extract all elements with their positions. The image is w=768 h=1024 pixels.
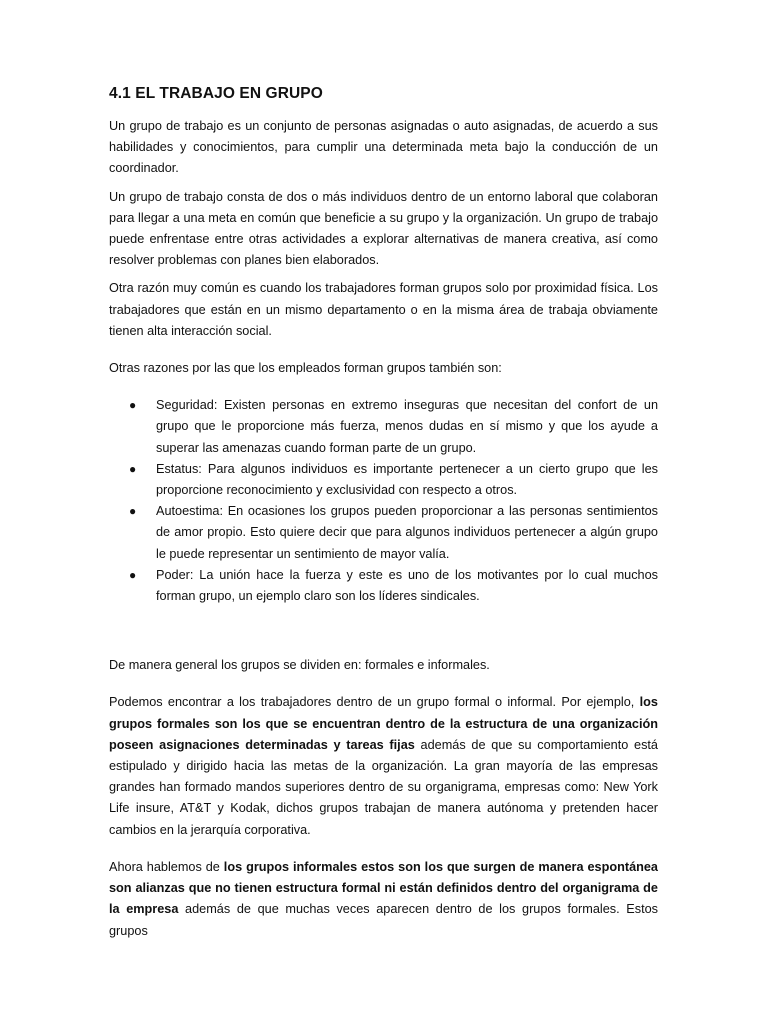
paragraph-4: Otras razones por las que los empleados forman grupos también son:: [109, 361, 502, 376]
paragraph-7-text-a: Ahora hablemos de: [109, 859, 224, 874]
paragraph-6-bold: los grupos formales son los que se encuentran dentro de la estructura de una organización poseen asignaciones determinadas y tareas fijas: [109, 695, 658, 752]
paragraph-6: [109, 692, 658, 840]
list-item: [109, 395, 658, 459]
bullet-icon: ●: [129, 398, 137, 413]
list-item: [109, 501, 658, 565]
bullet-icon: ●: [129, 461, 137, 476]
reasons-list-wrapper: [109, 395, 658, 607]
paragraph-3: Otra razón muy común es cuando los trabajadores forman grupos solo por proximidad física. Los trabajadores que están en un mismo departamento o en la misma área de trabaja obviamente tienen alta interacción social.: [109, 281, 658, 338]
list-item-text: Estatus: Para algunos individuos es importante pertenecer a un cierto grupo que les proporcione reconocimiento y exclusividad con respecto a otros.: [156, 461, 658, 498]
paragraph-6-text-a: Podemos encontrar a los trabajadores dentro de un grupo formal o informal. Por ejemplo,: [109, 695, 640, 710]
section-title: 4.1 EL TRABAJO EN GRUPO: [109, 85, 323, 102]
list-item: [109, 459, 658, 501]
paragraph-7-text-c: además de que muchas veces aparecen dentro de los grupos formales. Estos grupos: [109, 902, 658, 938]
paragraph-2: Un grupo de trabajo consta de dos o más individuos dentro de un entorno laboral que colaboran para llegar a una meta en común que beneficie a su grupo y la organización. Un grupo de trabajo puede enfrentase entre otras actividades a explorar alternativas de manera creativa, así como resolver problemas con planes bien elaborados.: [109, 189, 658, 268]
bullet-icon: ●: [129, 504, 137, 519]
list-item-text: Autoestima: En ocasiones los grupos pueden proporcionar a las personas sentimientos de amor propio. Esto quiere decir que para algunos individuos pertenecer a algún grupo le puede representar un sentimiento de mayor valía.: [156, 504, 658, 561]
paragraph-1: Un grupo de trabajo es un conjunto de personas asignadas o auto asignadas, de acuerdo a sus habilidades y conocimientos, para cumplir una determinada meta bajo la conducción de un coordinador.: [109, 119, 658, 176]
bullet-icon: ●: [129, 567, 137, 582]
paragraph-7: [109, 857, 658, 942]
list-item-text: Seguridad: Existen personas en extremo inseguras que necesitan del confort de un grupo que le proporcione más fuerza, menos dudas en sí mismo y que los ayude a superar las amenazas cuando forman parte de un grupo.: [156, 398, 658, 455]
paragraph-6-text-c: además de que su comportamiento está estipulado y dirigido hacia las metas de la organización. La gran mayoría de las empresas grandes han formado mandos superiores dentro de su organigrama, empresas como: New York Life insure, AT&T y Kodak, dichos grupos trabajan de manera autónoma y pretenden hacer cambios en la jerarquía corporativa.: [109, 737, 658, 837]
paragraph-5: De manera general los grupos se dividen en: formales e informales.: [109, 658, 490, 673]
list-item-text: Poder: La unión hace la fuerza y este es uno de los motivantes por lo cual muchos forman grupo, un ejemplo claro son los líderes sindicales.: [156, 567, 658, 604]
list-item: [109, 565, 658, 607]
reasons-list: [109, 395, 658, 607]
paragraph-7-bold: los grupos informales estos son los que surgen de manera espontánea son alianzas que no tienen estructura formal ni están definidos dentro del organigrama de la empresa: [109, 859, 658, 917]
document-body: [109, 84, 658, 942]
